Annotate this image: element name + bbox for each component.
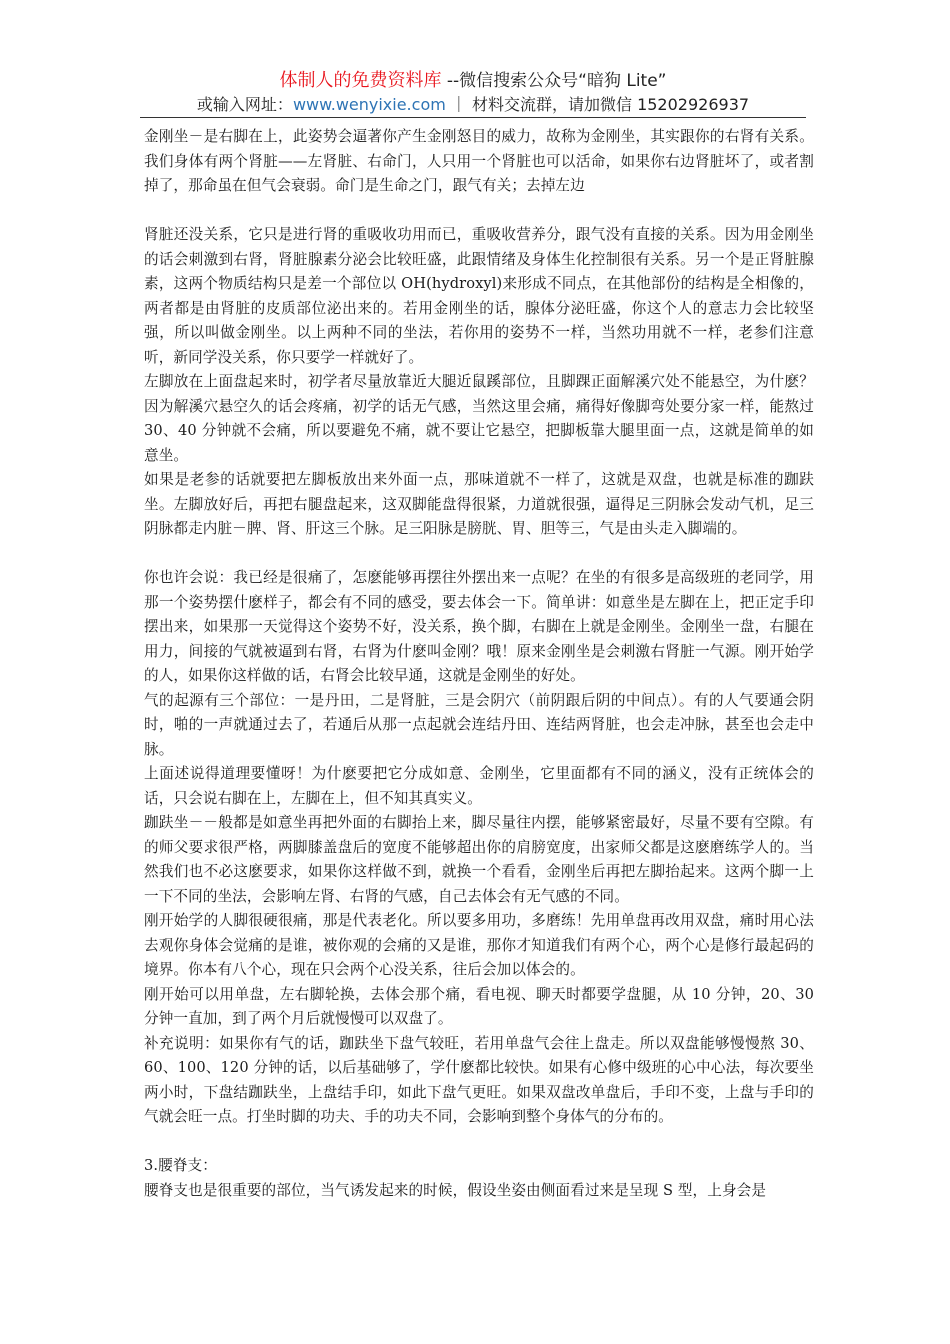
header-divider: [140, 117, 806, 118]
paragraph: 金刚坐－是右脚在上，此姿势会逼著你产生金刚怒目的威力，故称为金刚坐，其实跟你的右肾有关系。我们身体有两个肾脏——左肾脏、右命门，人只用一个肾脏也可以活命，如果你右边肾脏坏了，或者割掉了，那命虽在但气会衰弱。命门是生命之门，跟气有关；去掉左边: [144, 128, 814, 194]
brand-title: 体制人的免费资料库: [279, 70, 442, 91]
paragraph: 上面述说得道理要懂呀！为什麽要把它分成如意、金刚坐，它里面都有不同的涵义，没有正统体会的话，只会说右脚在上，左脚在上，但不知其真实义。: [144, 765, 814, 807]
paragraph: 你也许会说：我已经是很痛了，怎麽能够再摆往外摆出来一点呢？在坐的有很多是高级班的老同学，用那一个姿势摆什麽样子，都会有不同的感受，要去体会一下。简单讲：如意坐是左脚在上，把正定手印摆出来，如果那一天觉得这个姿势不好，没关系，换个脚，右脚在上就是金刚坐。金刚坐一盘，右腿在用力，间接的气就被逼到右肾，右肾为什麽叫金刚？哦！原来金刚坐是会刺激右肾脏一气源。刚开始学的人，如果你这样做的话，右肾会比较早通，这就是金刚坐的好处。: [144, 569, 814, 684]
paragraph: 如果是老参的话就要把左脚板放出来外面一点，那味道就不一样了，这就是双盘，也就是标准的跏趺坐。左脚放好后，再把右腿盘起来，这双脚能盘得很紧，力道就很强，逼得足三阴脉会发动气机，足三阴脉都走内脏－脾、肾、肝这三个脉。足三阳脉是膀胱、胃、胆等三，气是由头走入脚端的。: [144, 471, 814, 537]
page-header: [140, 70, 806, 116]
contact-info: ｜ 材料交流群，请加微信 15202926937: [445, 95, 750, 114]
paragraph: 气的起源有三个部位：一是丹田，二是肾脏，三是会阴穴（前阴跟后阴的中间点）。有的人气要通会阴时，啪的一声就通过去了，若通后从那一点起就会连结丹田、连结两肾脏，也会走冲脉，甚至也会走中脉。: [144, 691, 814, 758]
header-contact-line: [140, 94, 806, 116]
url-label: 或输入网址：: [196, 95, 293, 114]
section-heading: 3.腰脊支：: [144, 1157, 217, 1174]
paragraph: 刚开始可以用单盘，左右脚轮换，去体会那个痛，看电视、聊天时都要学盘腿，从 10 分钟，20、30 分钟一直加，到了两个月后就慢慢可以双盘了。: [144, 985, 814, 1027]
paragraph: 跏趺坐－－般都是如意坐再把外面的右脚抬上来，脚尽量往内摆，能够紧密最好，尽量不要有空隙。有的师父要求很严格，两脚膝盖盘后的宽度不能够超出你的肩膀宽度，出家师父都是这麽磨练学人的。当然我们也不必这麽要求，如果你这样做不到，就换一个看看，金刚坐后再把左脚抬起来。这两个脚一上一下不同的坐法，会影响左肾、右肾的气感，自己去体会有无气感的不同。: [144, 814, 814, 905]
header-promo-line: [140, 70, 806, 92]
paragraph: 刚开始学的人脚很硬很痛，那是代表老化。所以要多用功，多磨练！先用单盘再改用双盘，痛时用心法去观你身体会觉痛的是谁，被你观的会痛的又是谁，那你才知道我们有两个心，两个心是修行最起码的境界。你本有八个心，现在只会两个心没关系，往后会加以体会的。: [144, 912, 814, 978]
paragraph: 左脚放在上面盘起来时，初学者尽量放靠近大腿近鼠蹊部位，且脚踝正面解溪穴处不能悬空，为什麽？因为解溪穴悬空久的话会疼痛，初学的话无气感，当然这里会痛，痛得好像脚弯处要分家一样，能熬过 30、40 分钟就不会痛，所以要避免不痛，就不要让它悬空，把脚板靠大腿里面一点，这就是简单的如意坐。: [144, 373, 814, 464]
paragraph: 补充说明：如果你有气的话，跏趺坐下盘气较旺，若用单盘气会往上盘走。所以双盘能够慢慢熬 30、60、100、120 分钟的话，以后基础够了，学什麽都比较快。如果有心修中级班的心中心法，每次要坐两小时，下盘结跏趺坐，上盘结手印，如此下盘气更旺。如果双盘改单盘后，手印不变，上盘与手印的气就会旺一点。打坐时脚的功夫、手的功夫不同，会影响到整个身体气的分布的。: [144, 1034, 814, 1125]
website-link[interactable]: www.wenyixie.com: [292, 95, 446, 114]
paragraph: 腰脊支也是很重要的部位，当气诱发起来的时候，假设坐姿由侧面看过来是呈现 S 型，上身会是: [144, 1181, 767, 1199]
blank-line: [144, 542, 814, 567]
wechat-hint: --微信搜索公众号“暗狗 Lite”: [441, 71, 667, 91]
paragraph: 肾脏还没关系，它只是进行肾的重吸收功用而已，重吸收营养分，跟气没有直接的关系。因为用金刚坐的话会刺激到右肾，肾脏腺素分泌会比较旺盛，此跟情绪及身体生化控制很有关系。另一个是正肾脏腺素，这两个物质结构只是差一个部位以 OH(hydroxyl)来形成不同点，在其他部份的结构是全相像的，两者都是由肾脏的皮质部位泌出来的。若用金刚坐的话，腺体分泌旺盛，你这个人的意志力会比较坚强，所以叫做金刚坐。以上两种不同的坐法，若你用的姿势不一样，当然功用就不一样，老参们注意听，新同学没关系，你只要学一样就好了。: [144, 226, 814, 366]
blank-line: [144, 199, 814, 224]
document-body: [144, 125, 814, 1203]
blank-line: [144, 1130, 814, 1155]
